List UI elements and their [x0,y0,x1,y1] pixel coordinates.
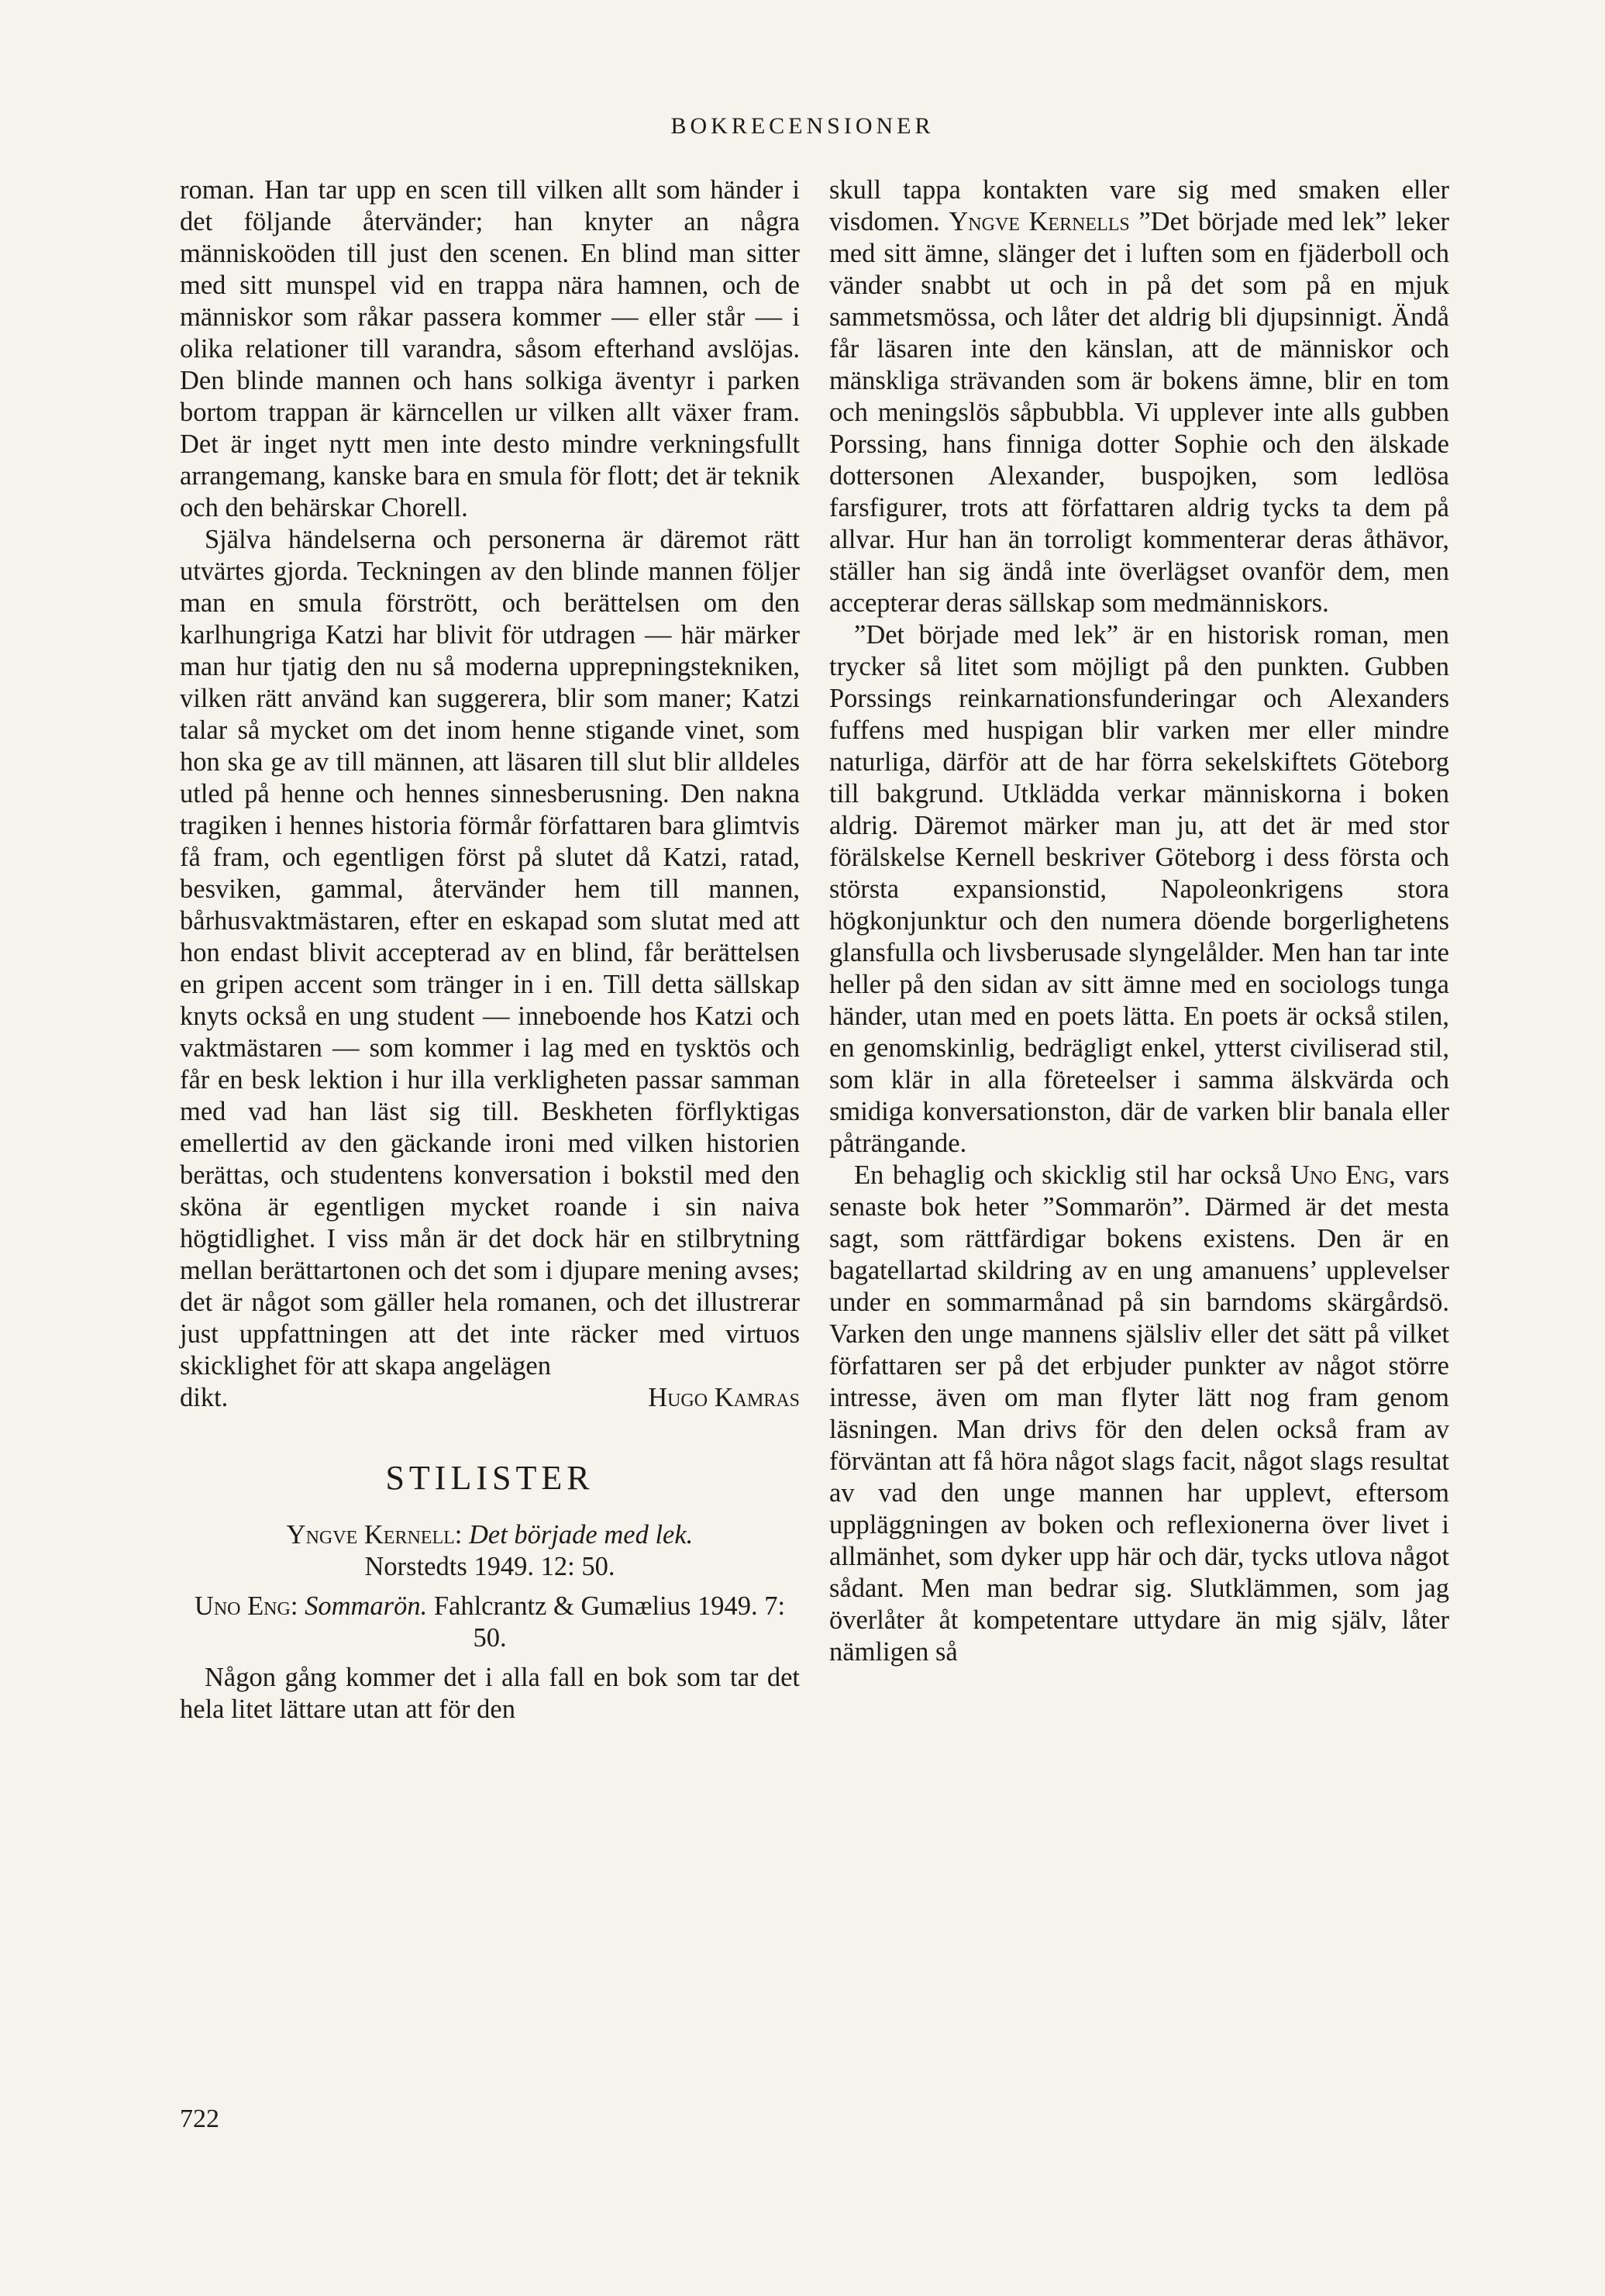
text-run: skull tappa kontakten vare sig med smaken eller visdomen. [829,175,1449,236]
text-run: ”Det började med lek” leker med sitt ämne, slänger det i luften som en fjäderboll och vänder snabbt ut och in på det som på en mjuk sammetsmössa, och låter det aldrig bli djupsinnigt. Ändå får läsaren inte den känslan, att de människor och mänskliga strävanden som är bokens ämne, blir en tom och meningslös såpbubbla. Vi upplever inte alls gubben Porssing, hans finniga dotter Sophie och den älskade dottersonen Alexander, buspojken, som ledlösa farsfigurer, trots att författaren aldrig tycks ta dem på allvar. Hur han än torroligt kommenterar deras åthävor, ställer han sig ändå inte överlägset ovanför dem, men accepterar deras sällskap som medmänniskors. [829,207,1450,618]
paragraph: roman. Han tar upp en scen till vilken allt som händer i det följande återvänder; han knyter an några människoöden till just den scenen. En blind man sitter med sitt munspel vid en trappa nära hamnen, och de människor som råkar passera kommer — eller står — i olika relationer till varandra, såsom efterhand avslöjas. Den blinde mannen och hans solkiga äventyr i parken bortom trappan är kärncellen ur vilken allt växer fram. Det är inget nytt men inte desto mindre verkningsfullt arrangemang, kanske bara en smula för flott; det är teknik och den behärskar Chorell. [180,175,800,522]
paragraph [829,1160,1449,1668]
biblio-details: Fahlcrantz & Gumælius 1949. 7: 50. [433,1591,786,1653]
paragraph: Själva händelserna och personerna är däremot rätt utvärtes gjorda. Teckningen av den blinde mannen följer man en smula förstrött, och berättelsen om den karlhungriga Katzi har blivit för utdragen — här märker man hur tjatig den nu så moderna upprepningstekniken, vilken rätt använd kan suggerera, blir som maner; Katzi talar så mycket om det inom henne stigande vinet, som hon ska ge av till männen, att läsaren till slut blir alldeles utled på henne och hennes sinnesberusning. Den nakna tragiken i hennes historia förmår författaren bara glimtvis få fram, och egentligen först på slutet då Katzi, ratad, besviken, gammal, återvänder hem till mannen, bårhusvaktmästaren, efter en eskapad som slutat med att hon endast blivit accepterad av en blind, får berättelsen en gripen accent som tränger in i en. Till detta sällskap knyts också en ung student — inneboende hos Katzi och vaktmästaren — som kommer i lag med en tysktös och får en besk lektion i hur illa verkligheten passar samman med vad han läst sig till. Beskheten förflyktigas emellertid av den gäckande ironi med vilken historien berättas, och studentens konversation i bokstil med den sköna är egentligen mycket roande i sin naiva högtidlighet. I viss mån är det dock här en stilbrytning mellan berättartonen och det som i djupare mening avses; det är något som gäller hela romanen, och det illustrerar just uppfattningen att det inte räcker med virtuos skicklighet för att skapa angelägen [180,525,800,1381]
biblio-details: Norstedts 1949. 12: 50. [364,1552,615,1581]
biblio-title: Sommarön. [305,1591,428,1621]
running-head: BOKRECENSIONER [670,113,935,139]
author-name: Uno Eng, [1290,1160,1396,1190]
bibliography-entry [180,1519,800,1583]
right-column [829,174,1449,1668]
text-run: vars senaste bok heter ”Sommarön”. Därmed är det mesta sagt, som rättfärdigar bokens existens. Den är en bagatellartad skildring av en ung amanuens’ upplevelser under en sommarmånad på sin barndoms skärgårdsö. Varken den unge mannens själsliv eller det sätt på vilket författaren ser på det erbjuder punkter av något större intresse, även om man flyter lätt nog fram genom läsningen. Man drivs för den delen också fram av förväntan att få höra något slags facit, något slags resultat av vad den unge mannen har upplevt, eftersom uppläggningen av boken och reflexionerna över livet i allmänhet, som dyker upp här och där, tycks utlova något sådant. Men man bedrar sig. Slutklämmen, som jag överlåter åt kompetentare uttydare än mig själv, låter nämligen så [829,1160,1449,1667]
left-column [180,174,800,1725]
biblio-author: Uno Eng: [194,1591,298,1621]
biblio-title: Det började med lek. [468,1520,694,1550]
bibliography-entry [180,1591,800,1654]
paragraph-end: dikt. [180,1383,229,1412]
section-title: STILISTER [385,1459,594,1497]
paragraph: ”Det började med lek” är en historisk roman, men trycker så litet som möjligt på den punkten. Gubben Porssings reinkarnationsfunderingar och Alexanders fuffens med huspigan blir varken mer eller mindre naturliga, därför att de har förra sekelskiftets Göteborg till bakgrund. Utklädda verkar människorna i boken aldrig. Däremot märker man ju, att det är med stor förälskelse Kernell beskriver Göteborg i dess första och största expansionstid, Napoleonkrigens stora högkonjunktur och den numera döende borgerlighetens glansfulla och livsberusade slyngelålder. Men han tar inte heller på den sidan av sitt ämne med en sociologs tunga händer, utan med en poets lätta. En poets är också stilen, en genomskinlig, bedrägligt enkel, ytterst civiliserad stil, som klär in alla företeelser i samma älskvärda och smidiga konversationston, där de varken blir banala eller påträngande. [829,620,1449,1158]
paragraph: Någon gång kommer det i alla fall en bok som tar det hela litet lättare utan att för den [180,1663,800,1724]
author-signature: Hugo Kamras [648,1383,800,1412]
paragraph [829,174,1449,619]
biblio-author: Yngve Kernell: [286,1520,463,1550]
page-number: 722 [180,2105,219,2133]
signature-line [180,1382,800,1414]
text-run: En behaglig och skicklig stil har också [854,1160,1282,1190]
author-name: Yngve Kernells [949,207,1130,236]
